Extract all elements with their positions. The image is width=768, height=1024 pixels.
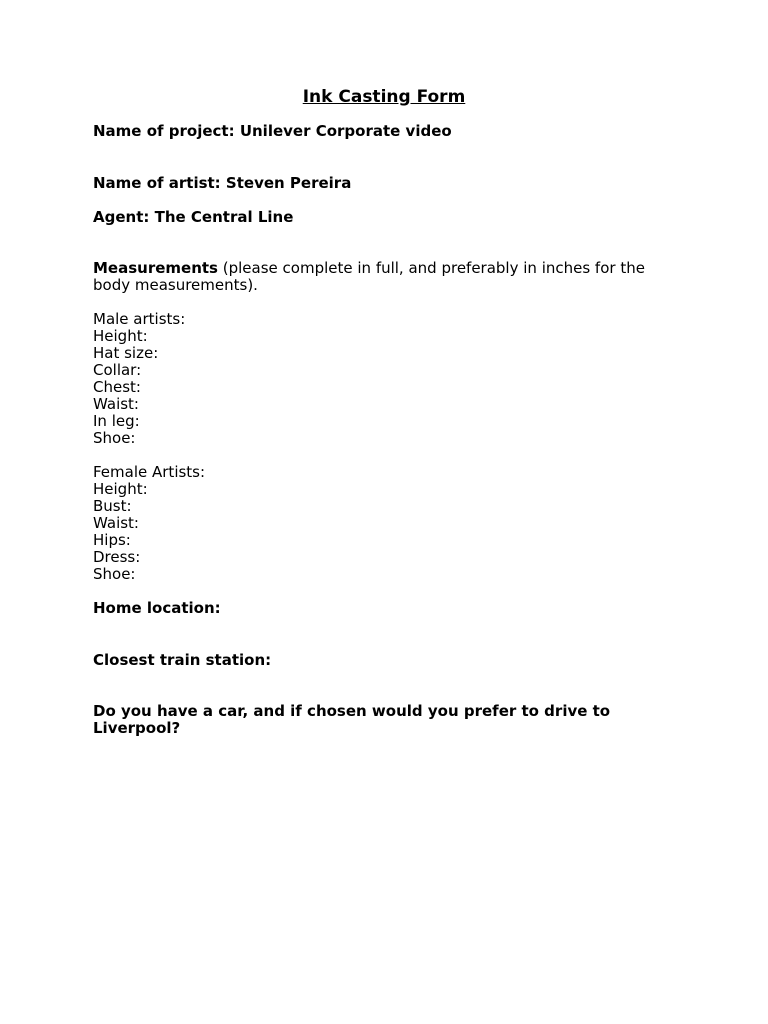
artist-line bbox=[93, 175, 683, 192]
male-field-height: Height: bbox=[93, 327, 148, 345]
female-field-height: Height: bbox=[93, 480, 148, 498]
car-question: Do you have a car, and if chosen would you prefer to drive to Liverpool? bbox=[93, 702, 611, 737]
male-field-shoe: Shoe: bbox=[93, 429, 136, 447]
male-field-chest: Chest: bbox=[93, 378, 141, 396]
female-field-hips: Hips: bbox=[93, 531, 131, 549]
female-heading: Female Artists: bbox=[93, 463, 206, 481]
female-field-waist: Waist: bbox=[93, 514, 139, 532]
measurements-heading: Measurements bbox=[93, 259, 218, 277]
project-label: Name of project: bbox=[93, 122, 235, 140]
male-artists-section bbox=[93, 311, 683, 447]
form-title: Ink Casting Form bbox=[302, 87, 466, 107]
female-artists-section bbox=[93, 464, 683, 583]
male-heading: Male artists: bbox=[93, 310, 186, 328]
agent-label: Agent: bbox=[93, 208, 150, 226]
measurements-note: (please complete in full, and preferably in inches for the body measurements). bbox=[93, 259, 645, 294]
female-field-shoe: Shoe: bbox=[93, 565, 136, 583]
male-field-collar: Collar: bbox=[93, 361, 142, 379]
artist-value: Steven Pereira bbox=[225, 174, 352, 192]
male-field-hat-size: Hat size: bbox=[93, 344, 159, 362]
project-value: Unilever Corporate video bbox=[239, 122, 452, 140]
agent-line bbox=[93, 209, 683, 226]
female-field-dress: Dress: bbox=[93, 548, 141, 566]
project-line bbox=[93, 123, 683, 140]
male-field-in-leg: In leg: bbox=[93, 412, 140, 430]
artist-label: Name of artist: bbox=[93, 174, 221, 192]
home-location-label: Home location: bbox=[93, 599, 221, 617]
train-station-label: Closest train station: bbox=[93, 651, 272, 669]
agent-value: The Central Line bbox=[154, 208, 294, 226]
measurements-paragraph bbox=[93, 260, 683, 294]
male-field-waist: Waist: bbox=[93, 395, 139, 413]
female-field-bust: Bust: bbox=[93, 497, 132, 515]
